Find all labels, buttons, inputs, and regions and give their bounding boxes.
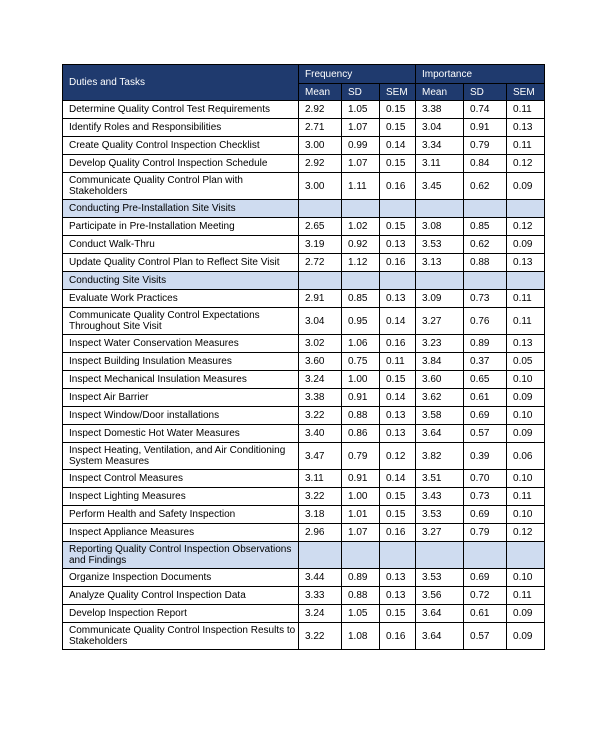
frequency-sd-cell: 0.79 [342,443,380,470]
importance-sem-cell: 0.10 [507,506,545,524]
importance-sd-cell: 0.74 [464,101,507,119]
frequency-mean-cell: 3.33 [299,587,342,605]
importance-sd-cell: 0.69 [464,407,507,425]
importance-sd-cell: 0.70 [464,470,507,488]
frequency-sd-cell: 1.11 [342,173,380,200]
frequency-sd-cell: 1.07 [342,119,380,137]
task-name-cell: Inspect Heating, Ventilation, and Air Conditioning System Measures [63,443,299,470]
frequency-mean-cell: 3.24 [299,371,342,389]
importance-sem-cell: 0.11 [507,587,545,605]
table-row [63,569,545,587]
importance-sem-cell: 0.13 [507,119,545,137]
table-row [63,101,545,119]
task-name-cell: Analyze Quality Control Inspection Data [63,587,299,605]
importance-sem-cell: 0.10 [507,407,545,425]
table-row [63,623,545,650]
frequency-sd-cell: 0.89 [342,569,380,587]
frequency-sem-cell: 0.15 [380,605,416,623]
table-row [63,587,545,605]
frequency-mean-cell: 3.00 [299,173,342,200]
frequency-sd-cell: 1.01 [342,506,380,524]
frequency-sem-cell: 0.14 [380,137,416,155]
table-row [63,443,545,470]
section-empty-cell [299,200,342,218]
importance-mean-cell: 3.53 [416,236,464,254]
frequency-sd-cell: 1.07 [342,155,380,173]
frequency-sem-header: SEM [380,84,416,101]
frequency-sem-cell: 0.11 [380,353,416,371]
importance-mean-cell: 3.64 [416,623,464,650]
task-name-cell: Communicate Quality Control Plan with Stakeholders [63,173,299,200]
importance-sem-cell: 0.13 [507,335,545,353]
importance-mean-cell: 3.23 [416,335,464,353]
task-name-cell: Develop Inspection Report [63,605,299,623]
importance-sd-cell: 0.62 [464,236,507,254]
table-row [63,290,545,308]
frequency-mean-cell: 3.22 [299,407,342,425]
importance-sd-cell: 0.61 [464,605,507,623]
table-row [63,371,545,389]
frequency-sem-cell: 0.16 [380,335,416,353]
frequency-sd-header: SD [342,84,380,101]
task-name-cell: Conduct Walk-Thru [63,236,299,254]
importance-sem-cell: 0.05 [507,353,545,371]
frequency-sem-cell: 0.15 [380,101,416,119]
frequency-sem-cell: 0.15 [380,218,416,236]
section-empty-cell [342,200,380,218]
task-name-cell: Inspect Lighting Measures [63,488,299,506]
importance-sd-cell: 0.88 [464,254,507,272]
frequency-sem-cell: 0.14 [380,470,416,488]
frequency-sd-cell: 0.86 [342,425,380,443]
importance-sem-header: SEM [507,84,545,101]
frequency-sd-cell: 1.05 [342,101,380,119]
task-name-cell: Inspect Domestic Hot Water Measures [63,425,299,443]
frequency-sem-cell: 0.13 [380,407,416,425]
importance-sem-cell: 0.12 [507,218,545,236]
frequency-sem-cell: 0.15 [380,371,416,389]
task-name-cell: Inspect Air Barrier [63,389,299,407]
importance-mean-cell: 3.04 [416,119,464,137]
task-name-cell: Develop Quality Control Inspection Schedule [63,155,299,173]
frequency-sd-cell: 0.91 [342,389,380,407]
importance-sem-cell: 0.06 [507,443,545,470]
table-row [63,173,545,200]
section-row [63,200,545,218]
frequency-mean-cell: 2.92 [299,101,342,119]
frequency-sd-cell: 1.07 [342,524,380,542]
importance-mean-cell: 3.38 [416,101,464,119]
importance-sem-cell: 0.12 [507,524,545,542]
frequency-sem-cell: 0.14 [380,308,416,335]
table-row [63,137,545,155]
task-name-cell: Determine Quality Control Test Requirements [63,101,299,119]
importance-sem-cell: 0.11 [507,488,545,506]
frequency-mean-cell: 2.96 [299,524,342,542]
table-row [63,524,545,542]
importance-mean-cell: 3.43 [416,488,464,506]
frequency-sem-cell: 0.13 [380,587,416,605]
table-row [63,119,545,137]
table-row [63,605,545,623]
frequency-mean-cell: 3.00 [299,137,342,155]
frequency-mean-cell: 3.40 [299,425,342,443]
importance-sem-cell: 0.10 [507,371,545,389]
importance-sem-cell: 0.09 [507,623,545,650]
importance-mean-cell: 3.09 [416,290,464,308]
frequency-sd-cell: 0.95 [342,308,380,335]
frequency-sem-cell: 0.16 [380,524,416,542]
importance-sd-cell: 0.79 [464,137,507,155]
frequency-mean-cell: 2.71 [299,119,342,137]
task-name-cell: Inspect Window/Door installations [63,407,299,425]
frequency-mean-cell: 2.65 [299,218,342,236]
frequency-mean-cell: 3.22 [299,488,342,506]
section-empty-cell [380,542,416,569]
task-name-cell: Create Quality Control Inspection Checklist [63,137,299,155]
section-empty-cell [507,200,545,218]
frequency-sem-cell: 0.15 [380,488,416,506]
importance-sd-cell: 0.65 [464,371,507,389]
importance-sd-cell: 0.61 [464,389,507,407]
importance-mean-cell: 3.60 [416,371,464,389]
importance-sd-cell: 0.37 [464,353,507,371]
importance-sem-cell: 0.09 [507,425,545,443]
importance-sd-cell: 0.76 [464,308,507,335]
frequency-sd-cell: 0.91 [342,470,380,488]
importance-sd-header: SD [464,84,507,101]
section-empty-cell [299,542,342,569]
table-header [63,65,545,101]
section-empty-cell [464,272,507,290]
importance-mean-cell: 3.45 [416,173,464,200]
section-empty-cell [464,542,507,569]
frequency-sem-cell: 0.16 [380,623,416,650]
section-empty-cell [416,272,464,290]
section-empty-cell [342,272,380,290]
task-name-cell: Update Quality Control Plan to Reflect Site Visit [63,254,299,272]
table-row [63,155,545,173]
frequency-sem-cell: 0.15 [380,155,416,173]
task-name-cell: Inspect Water Conservation Measures [63,335,299,353]
task-name-cell: Communicate Quality Control Expectations Throughout Site Visit [63,308,299,335]
section-empty-cell [380,200,416,218]
task-name-cell: Inspect Building Insulation Measures [63,353,299,371]
table-row [63,353,545,371]
task-name-cell: Perform Health and Safety Inspection [63,506,299,524]
importance-sd-cell: 0.89 [464,335,507,353]
frequency-sem-cell: 0.15 [380,506,416,524]
importance-sd-cell: 0.91 [464,119,507,137]
frequency-sem-cell: 0.16 [380,173,416,200]
importance-sd-cell: 0.84 [464,155,507,173]
importance-mean-cell: 3.64 [416,425,464,443]
frequency-sd-cell: 0.92 [342,236,380,254]
frequency-mean-cell: 3.04 [299,308,342,335]
frequency-sd-cell: 0.75 [342,353,380,371]
importance-mean-cell: 3.34 [416,137,464,155]
table-row [63,218,545,236]
frequency-mean-cell: 3.02 [299,335,342,353]
frequency-mean-cell: 3.11 [299,470,342,488]
importance-mean-cell: 3.27 [416,308,464,335]
section-row [63,542,545,569]
task-name-cell: Evaluate Work Practices [63,290,299,308]
section-empty-cell [464,200,507,218]
importance-sd-cell: 0.69 [464,506,507,524]
frequency-sem-cell: 0.15 [380,119,416,137]
frequency-mean-cell: 3.60 [299,353,342,371]
frequency-mean-cell: 3.44 [299,569,342,587]
table-row [63,488,545,506]
importance-mean-cell: 3.11 [416,155,464,173]
importance-sem-cell: 0.13 [507,254,545,272]
importance-sd-cell: 0.57 [464,623,507,650]
section-empty-cell [380,272,416,290]
duties-tasks-table [62,64,545,650]
frequency-mean-cell: 3.22 [299,623,342,650]
section-empty-cell [416,542,464,569]
frequency-sem-cell: 0.14 [380,389,416,407]
importance-sem-cell: 0.11 [507,101,545,119]
importance-sd-cell: 0.73 [464,488,507,506]
frequency-sem-cell: 0.13 [380,236,416,254]
frequency-sem-cell: 0.12 [380,443,416,470]
frequency-mean-cell: 3.19 [299,236,342,254]
importance-mean-cell: 3.84 [416,353,464,371]
frequency-sd-cell: 1.12 [342,254,380,272]
section-empty-cell [507,542,545,569]
importance-mean-cell: 3.53 [416,569,464,587]
importance-sd-cell: 0.73 [464,290,507,308]
table-row [63,470,545,488]
frequency-mean-cell: 3.47 [299,443,342,470]
importance-mean-cell: 3.51 [416,470,464,488]
importance-sd-cell: 0.79 [464,524,507,542]
task-name-cell: Communicate Quality Control Inspection Results to Stakeholders [63,623,299,650]
table-row [63,236,545,254]
importance-sd-cell: 0.39 [464,443,507,470]
frequency-sd-cell: 1.02 [342,218,380,236]
duties-tasks-header: Duties and Tasks [63,65,299,101]
section-row [63,272,545,290]
table-body [63,101,545,650]
table-row [63,335,545,353]
table-row [63,254,545,272]
importance-sem-cell: 0.09 [507,389,545,407]
importance-mean-cell: 3.08 [416,218,464,236]
frequency-sd-cell: 1.05 [342,605,380,623]
importance-mean-cell: 3.27 [416,524,464,542]
importance-mean-cell: 3.53 [416,506,464,524]
frequency-sd-cell: 1.08 [342,623,380,650]
importance-mean-cell: 3.82 [416,443,464,470]
section-empty-cell [507,272,545,290]
section-empty-cell [299,272,342,290]
frequency-mean-cell: 3.38 [299,389,342,407]
frequency-sem-cell: 0.13 [380,569,416,587]
frequency-sd-cell: 0.88 [342,407,380,425]
importance-sem-cell: 0.11 [507,137,545,155]
table-row [63,407,545,425]
section-title-cell: Conducting Site Visits [63,272,299,290]
frequency-sd-cell: 0.99 [342,137,380,155]
importance-sem-cell: 0.12 [507,155,545,173]
importance-sd-cell: 0.57 [464,425,507,443]
section-empty-cell [416,200,464,218]
importance-sem-cell: 0.09 [507,236,545,254]
importance-sem-cell: 0.11 [507,308,545,335]
importance-sd-cell: 0.69 [464,569,507,587]
importance-sem-cell: 0.10 [507,470,545,488]
task-name-cell: Participate in Pre-Installation Meeting [63,218,299,236]
table-row [63,425,545,443]
frequency-mean-cell: 2.91 [299,290,342,308]
frequency-mean-cell: 2.92 [299,155,342,173]
frequency-mean-cell: 3.18 [299,506,342,524]
importance-sd-cell: 0.72 [464,587,507,605]
importance-header: Importance [416,65,545,84]
importance-mean-cell: 3.13 [416,254,464,272]
task-name-cell: Identify Roles and Responsibilities [63,119,299,137]
importance-sd-cell: 0.85 [464,218,507,236]
section-title-cell: Conducting Pre-Installation Site Visits [63,200,299,218]
task-name-cell: Inspect Control Measures [63,470,299,488]
importance-mean-cell: 3.58 [416,407,464,425]
task-name-cell: Inspect Appliance Measures [63,524,299,542]
frequency-sd-cell: 1.00 [342,488,380,506]
importance-mean-header: Mean [416,84,464,101]
frequency-header: Frequency [299,65,416,84]
table-row [63,389,545,407]
table-row [63,308,545,335]
importance-mean-cell: 3.64 [416,605,464,623]
frequency-sem-cell: 0.16 [380,254,416,272]
importance-mean-cell: 3.56 [416,587,464,605]
importance-sem-cell: 0.10 [507,569,545,587]
frequency-sem-cell: 0.13 [380,290,416,308]
frequency-sd-cell: 1.00 [342,371,380,389]
importance-mean-cell: 3.62 [416,389,464,407]
frequency-sd-cell: 0.88 [342,587,380,605]
importance-sem-cell: 0.09 [507,173,545,200]
frequency-mean-cell: 2.72 [299,254,342,272]
frequency-sem-cell: 0.13 [380,425,416,443]
section-title-cell: Reporting Quality Control Inspection Observations and Findings [63,542,299,569]
table-row [63,506,545,524]
task-name-cell: Inspect Mechanical Insulation Measures [63,371,299,389]
section-empty-cell [342,542,380,569]
frequency-mean-header: Mean [299,84,342,101]
importance-sem-cell: 0.09 [507,605,545,623]
importance-sd-cell: 0.62 [464,173,507,200]
importance-sem-cell: 0.11 [507,290,545,308]
frequency-sd-cell: 1.06 [342,335,380,353]
task-name-cell: Organize Inspection Documents [63,569,299,587]
frequency-mean-cell: 3.24 [299,605,342,623]
frequency-sd-cell: 0.85 [342,290,380,308]
